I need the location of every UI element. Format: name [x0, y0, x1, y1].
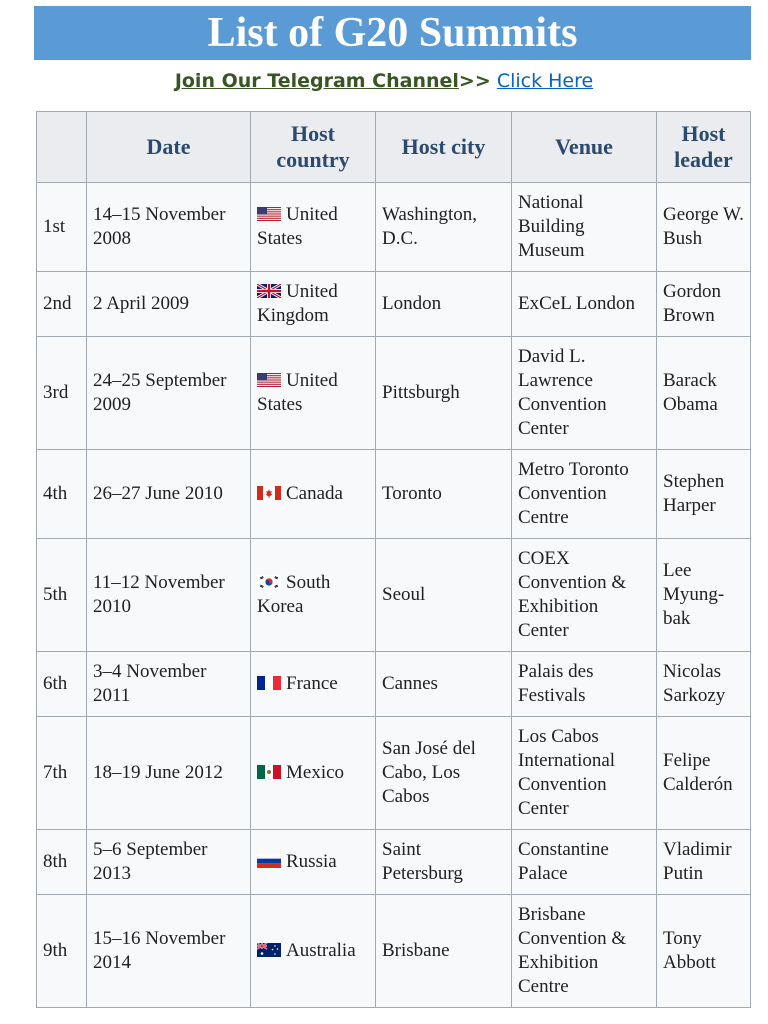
host-country-cell — [251, 337, 376, 450]
host-country-cell — [251, 717, 376, 830]
venue: ExCeL London — [512, 272, 657, 337]
australia-flag-icon — [257, 940, 281, 954]
page-title-banner — [34, 6, 751, 60]
russia-flag-icon — [257, 851, 281, 865]
col-header-number — [37, 112, 87, 183]
col-header-host-country: Host country — [251, 112, 376, 183]
host-city: Cannes — [376, 652, 512, 717]
host-city: Saint Petersburg — [376, 830, 512, 895]
host-country-cell — [251, 539, 376, 652]
table-row — [37, 450, 751, 539]
summit-date: 14–15 November 2008 — [87, 183, 251, 272]
venue: Metro Toronto Convention Centre — [512, 450, 657, 539]
mexico-flag-icon — [257, 762, 281, 776]
summit-date: 15–16 November 2014 — [87, 895, 251, 1008]
us-flag-icon — [257, 204, 281, 218]
host-country: Mexico — [286, 762, 345, 783]
summit-date: 24–25 September 2009 — [87, 337, 251, 450]
table-row — [37, 895, 751, 1008]
host-country: South Korea — [257, 572, 331, 617]
summit-number: 7th — [37, 717, 87, 830]
col-header-host-leader: Host leader — [657, 112, 751, 183]
south-korea-flag-icon — [257, 572, 281, 586]
summit-number: 5th — [37, 539, 87, 652]
summit-date: 18–19 June 2012 — [87, 717, 251, 830]
host-leader: Barack Obama — [657, 337, 751, 450]
host-leader: Gordon Brown — [657, 272, 751, 337]
table-row — [37, 272, 751, 337]
summit-number: 8th — [37, 830, 87, 895]
telegram-prefix: Join Our Telegram Channel — [174, 70, 459, 92]
venue: David L. Lawrence Convention Center — [512, 337, 657, 450]
host-city: Toronto — [376, 450, 512, 539]
table-row — [37, 183, 751, 272]
col-header-date: Date — [87, 112, 251, 183]
host-leader: Tony Abbott — [657, 895, 751, 1008]
venue: COEX Convention & Exhibition Center — [512, 539, 657, 652]
table-row — [37, 652, 751, 717]
host-country: United States — [257, 204, 338, 249]
telegram-line — [0, 70, 768, 92]
venue: National Building Museum — [512, 183, 657, 272]
col-header-venue: Venue — [512, 112, 657, 183]
host-city: Pittsburgh — [376, 337, 512, 450]
summit-date: 5–6 September 2013 — [87, 830, 251, 895]
summit-date: 3–4 November 2011 — [87, 652, 251, 717]
summit-date: 26–27 June 2010 — [87, 450, 251, 539]
summit-number: 2nd — [37, 272, 87, 337]
telegram-arrows: >> — [458, 70, 491, 92]
table-header-row — [37, 112, 751, 183]
g20-summits-table — [36, 111, 751, 1008]
host-country-cell — [251, 450, 376, 539]
host-leader: Vladimir Putin — [657, 830, 751, 895]
host-leader: Felipe Calderón — [657, 717, 751, 830]
host-city: Washington, D.C. — [376, 183, 512, 272]
host-country-cell — [251, 895, 376, 1008]
host-country: United Kingdom — [257, 281, 338, 326]
host-city: San José del Cabo, Los Cabos — [376, 717, 512, 830]
host-country: Canada — [286, 483, 343, 504]
host-country: France — [286, 673, 338, 694]
uk-flag-icon — [257, 281, 281, 295]
table-row — [37, 539, 751, 652]
venue: Constantine Palace — [512, 830, 657, 895]
venue: Los Cabos International Convention Center — [512, 717, 657, 830]
summit-number: 4th — [37, 450, 87, 539]
summit-date: 2 April 2009 — [87, 272, 251, 337]
host-country-cell — [251, 183, 376, 272]
table-row — [37, 337, 751, 450]
table-row — [37, 830, 751, 895]
host-leader: Stephen Harper — [657, 450, 751, 539]
host-city: Brisbane — [376, 895, 512, 1008]
host-leader: George W. Bush — [657, 183, 751, 272]
venue: Palais des Festivals — [512, 652, 657, 717]
summit-number: 9th — [37, 895, 87, 1008]
us-flag-icon — [257, 370, 281, 384]
summit-number: 3rd — [37, 337, 87, 450]
host-country: Australia — [286, 940, 356, 961]
summit-number: 6th — [37, 652, 87, 717]
telegram-link[interactable]: Click Here — [496, 70, 594, 92]
canada-flag-icon — [257, 483, 281, 497]
table-row — [37, 717, 751, 830]
host-country-cell — [251, 830, 376, 895]
host-country: United States — [257, 370, 338, 415]
host-city: Seoul — [376, 539, 512, 652]
host-city: London — [376, 272, 512, 337]
host-leader: Lee Myung-bak — [657, 539, 751, 652]
venue: Brisbane Convention & Exhibition Centre — [512, 895, 657, 1008]
host-country: Russia — [286, 851, 337, 872]
page-title: List of G20 Summits — [207, 10, 578, 56]
host-leader: Nicolas Sarkozy — [657, 652, 751, 717]
col-header-host-city: Host city — [376, 112, 512, 183]
host-country-cell — [251, 652, 376, 717]
host-country-cell — [251, 272, 376, 337]
summit-date: 11–12 November 2010 — [87, 539, 251, 652]
summit-number: 1st — [37, 183, 87, 272]
france-flag-icon — [257, 673, 281, 687]
